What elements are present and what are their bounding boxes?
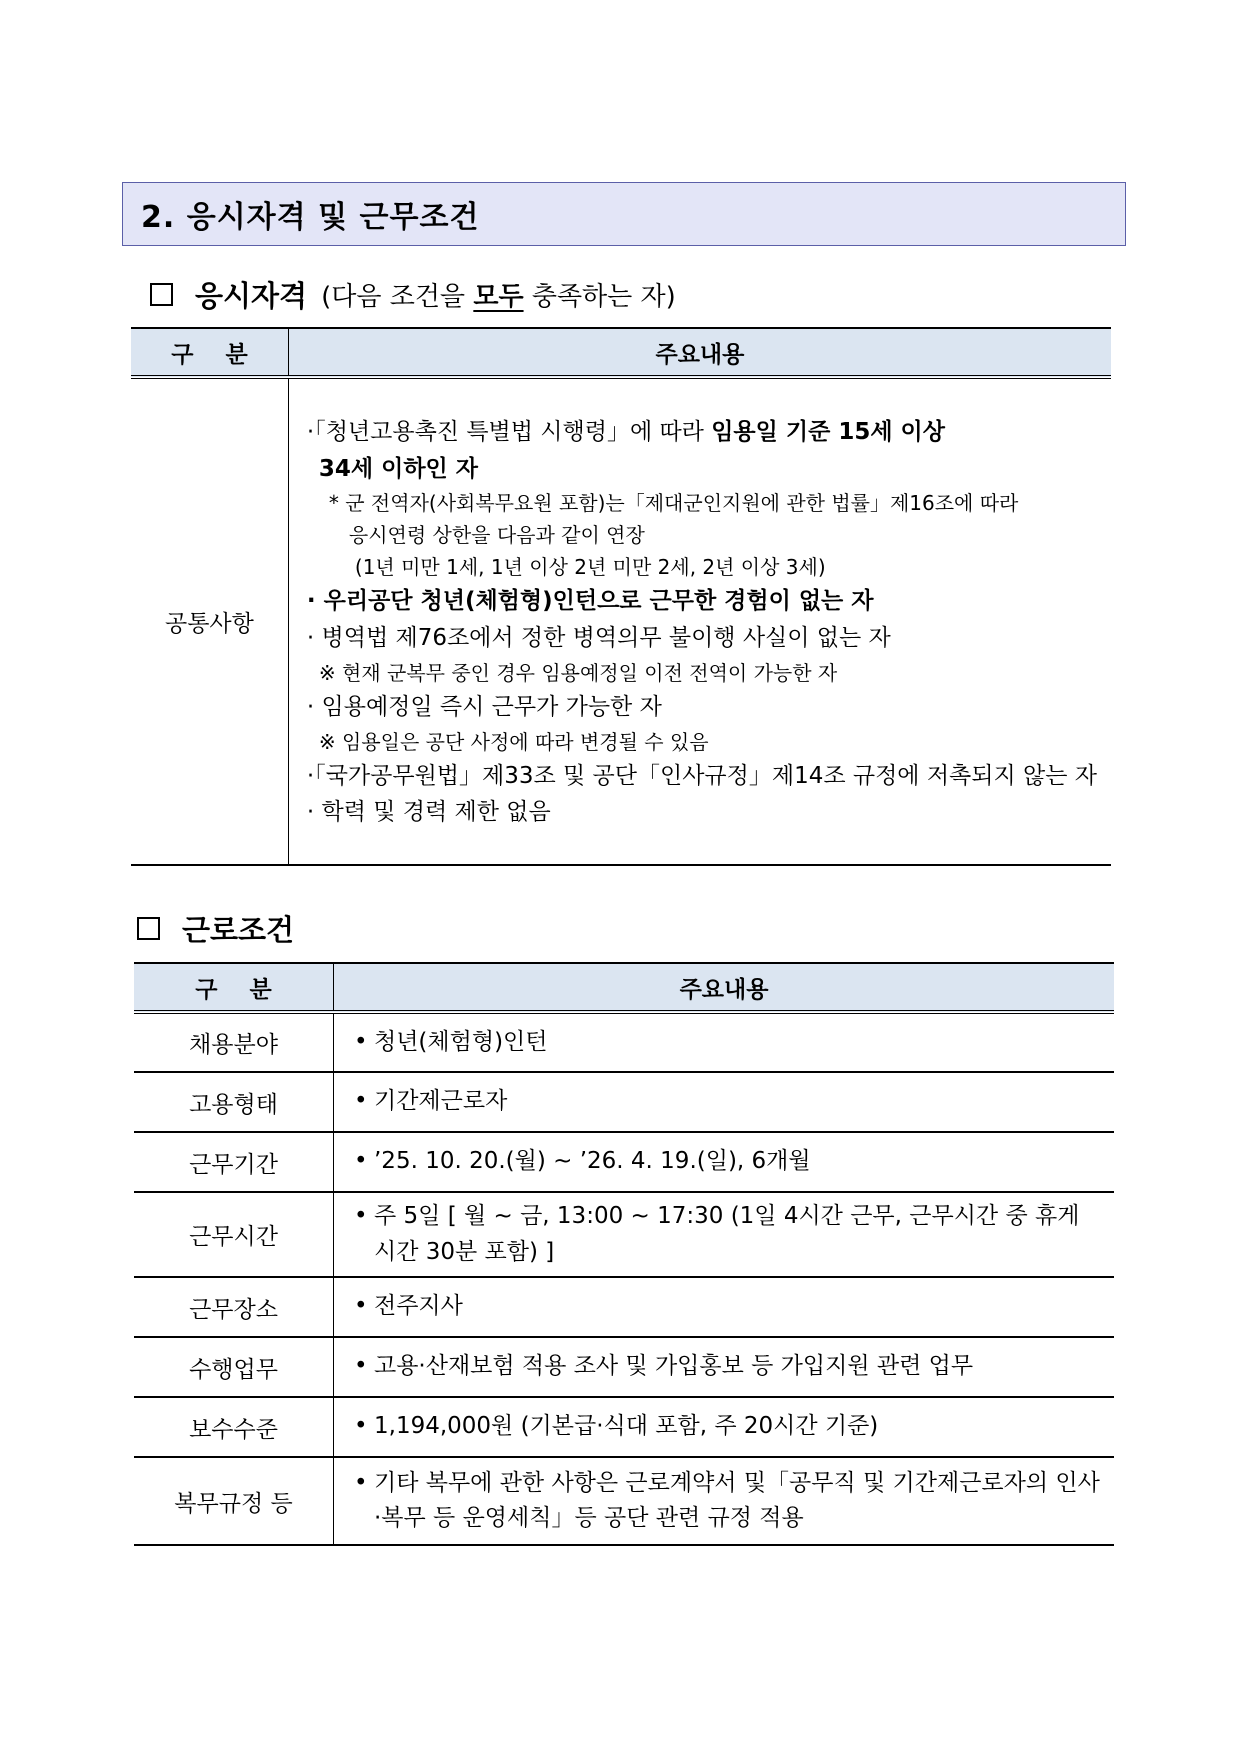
row-label: 채용분야: [134, 1012, 334, 1072]
checkbox-square-icon: [137, 917, 160, 940]
section-title: 2. 응시자격 및 근무조건: [122, 182, 1126, 246]
row-label: 공통사항: [131, 377, 288, 865]
qualification-title: 응시자격: [195, 279, 308, 313]
row-label: 수행업무: [134, 1337, 334, 1397]
bullet-icon: •: [354, 1469, 368, 1496]
bullet-icon: •: [354, 1148, 368, 1175]
qual-line-3: * 군 전역자(사회복무요원 포함)는「제대군인지원에 관한 법률」제16조에 따라: [328, 491, 1019, 516]
qualification-table: [131, 327, 1111, 866]
working-conditions-table: [134, 962, 1114, 1546]
table-row: [134, 1277, 1114, 1337]
qual-line-6: · 우리공단 청년(체험형)인턴으로 근무한 경험이 없는 자: [306, 588, 874, 615]
qual-line-5: (1년 미만 1세, 1년 이상 2년 미만 2세, 2년 이상 3세): [354, 555, 826, 580]
table-row: [134, 1397, 1114, 1457]
table-row: [134, 1012, 1114, 1072]
header-content: 주요내용: [334, 963, 1115, 1012]
qual-line-1: ·「청년고용촉진 특별법 시행령」에 따라 임용일 기준 15세 이상: [306, 418, 945, 445]
table-row: [134, 1457, 1114, 1545]
working-heading: [137, 908, 294, 949]
header-content: 주요내용: [288, 328, 1111, 377]
bullet-icon: •: [354, 1353, 368, 1380]
table-header-row: [131, 328, 1111, 377]
row-content: • 1,194,000원 (기본급·식대 포함, 주 20시간 기준): [334, 1397, 1115, 1457]
table-row: [131, 377, 1111, 865]
table-row: [134, 1072, 1114, 1132]
row-content: • 전주지사: [334, 1277, 1115, 1337]
qual-line-9: · 임용예정일 즉시 근무가 가능한 자: [306, 693, 662, 720]
table-row: [134, 1132, 1114, 1192]
bullet-icon: •: [354, 1088, 368, 1115]
row-content: • 기간제근로자: [334, 1072, 1115, 1132]
header-category: 구 분: [134, 963, 334, 1012]
row-content: • ’25. 10. 20.(월) ~ ’26. 4. 19.(일), 6개월: [334, 1132, 1115, 1192]
row-label: 보수수준: [134, 1397, 334, 1457]
row-label: 근무시간: [134, 1192, 334, 1277]
checkbox-square-icon: [150, 283, 173, 306]
row-content: • 기타 복무에 관한 사항은 근로계약서 및「공무직 및 기간제근로자의 인사·복무 등 운영세칙」등 공단 관련 규정 적용: [334, 1457, 1115, 1545]
row-label: 근무기간: [134, 1132, 334, 1192]
row-label: 복무규정 등: [134, 1457, 334, 1545]
qual-line-8: ※ 현재 군복무 중인 경우 임용예정일 이전 전역이 가능한 자: [318, 660, 838, 685]
qual-line-4: 응시연령 상한을 다음과 같이 연장: [348, 523, 645, 548]
row-label: 근무장소: [134, 1277, 334, 1337]
qualification-note: (다음 조건을 모두 충족하는 자): [321, 282, 676, 312]
qual-line-12: · 학력 및 경력 제한 없음: [306, 799, 551, 826]
row-content: [288, 377, 1111, 865]
qual-line-2: 34세 이하인 자: [318, 455, 479, 482]
bullet-icon: •: [354, 1203, 368, 1229]
qualification-heading: [150, 274, 676, 315]
table-header-row: [134, 963, 1114, 1012]
qual-line-7: · 병역법 제76조에서 정한 병역의무 불이행 사실이 없는 자: [306, 625, 891, 652]
header-category: 구 분: [131, 328, 288, 377]
row-content: • 주 5일 [ 월 ~ 금, 13:00 ~ 17:30 (1일 4시간 근무, 근무시간 중 휴게시간 30분 포함) ]: [334, 1192, 1115, 1277]
qual-line-11: ·「국가공무원법」제33조 및 공단「인사규정」제14조 규정에 저촉되지 않는 자: [306, 762, 1097, 789]
row-content: • 청년(체험형)인턴: [334, 1012, 1115, 1072]
working-title: 근로조건: [182, 913, 295, 947]
row-content: • 고용·산재보험 적용 조사 및 가입홍보 등 가입지원 관련 업무: [334, 1337, 1115, 1397]
table-row: [134, 1192, 1114, 1277]
bullet-icon: •: [354, 1293, 368, 1320]
row-label: 고용형태: [134, 1072, 334, 1132]
bullet-icon: •: [354, 1413, 368, 1440]
bullet-icon: •: [354, 1028, 368, 1055]
table-row: [134, 1337, 1114, 1397]
qual-line-10: ※ 임용일은 공단 사정에 따라 변경될 수 있음: [318, 729, 709, 754]
